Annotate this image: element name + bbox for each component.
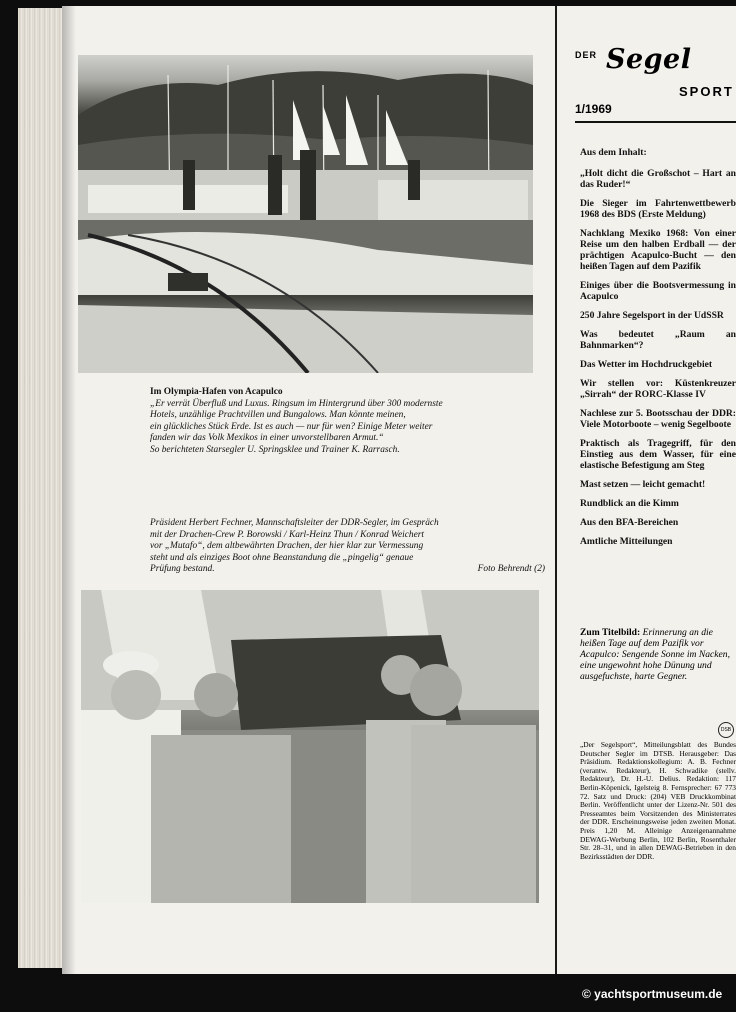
photo2-caption-line: steht und als einziges Boot ohne Beanstandung die „pingelig“ genaue	[150, 552, 414, 563]
harbour-photo-illustration	[78, 55, 533, 373]
toc-item: Was bedeutet „Raum an Bahnmarken“?	[580, 329, 736, 351]
photo2-caption-line: vor „Mutafo“, dem altbewährten Drachen, der hier klar zur Vermessung	[150, 541, 424, 551]
publisher-logo-icon: DSB	[718, 722, 734, 738]
watermark: © yachtsportmuseum.de	[582, 987, 723, 1001]
cover-label: Zum Titelbild:	[580, 627, 641, 638]
toc-item: Wir stellen vor: Küstenkreuzer „Sirrah“ der RORC-Klasse IV	[580, 378, 736, 400]
photo1-caption-line: Hotels, unzählige Prachtvillen und Bungalows. Man könnte meinen,	[150, 410, 406, 420]
toc-item: 250 Jahre Segelsport in der UdSSR	[580, 310, 724, 321]
toc-item: Einiges über die Bootsvermessung in Acapulco	[580, 280, 736, 302]
photo2-caption	[150, 518, 545, 576]
toc-item: Mast setzen — leicht gemacht!	[580, 479, 706, 490]
toc-item: Aus den BFA-Bereichen	[580, 517, 679, 528]
masthead-segel: Segel	[606, 44, 692, 75]
toc-item: Amtliche Mitteilungen	[580, 536, 673, 547]
toc-item: Rundblick an die Kimm	[580, 498, 679, 509]
magazine-masthead	[575, 44, 736, 118]
issue-number: 1/1969	[575, 102, 612, 116]
masthead-rule	[575, 121, 736, 123]
gutter-shadow	[62, 6, 76, 974]
table-of-contents	[580, 147, 736, 555]
column-divider	[555, 6, 557, 974]
photo-credit: Foto Behrendt (2)	[477, 564, 545, 574]
photo2-caption-line: Präsident Herbert Fechner, Mannschaftsleiter der DDR-Segler, im Gespräch	[150, 518, 439, 528]
photo2-caption-line: mit der Drachen-Crew P. Borowski / Karl-Heinz Thun / Konrad Weichert	[150, 529, 425, 540]
photo2-caption-last: Prüfung bestand.	[150, 564, 215, 574]
masthead-sport: SPORT	[679, 84, 734, 99]
toc-heading: Aus dem Inhalt:	[580, 147, 647, 158]
masthead-der: DER	[575, 50, 598, 60]
photo1-caption-line: ein glückliches Stück Erde. Ist es auch — nur für wen? Einige Meter weiter	[150, 421, 433, 432]
toc-item: „Holt dicht die Großschot – Hart an das Ruder!“	[580, 168, 736, 190]
imprint-text: „Der Segelsport“, Mitteilungsblatt des Bundes Deutscher Segler im DTSB. Herausgeber: Das Präsidium. Redaktionskollegium: A. B. Fechner (verantw. Redakteur), H. Schwadike (stellv. Redakteur), Dr. H.-U. Delius. Redaktion: 117 Berlin-Köpenick, Igelsteig 8. Fernsprecher: 67 773 72. Satz und Druck: (204) VEB Druckkombinat Berlin. Veröffentlicht unter der Lizenz-Nr. 501 des Presseamtes beim Vorsitzenden des Ministerrates der DDR. Erscheinungsweise jeden zweiten Monat. Preis 1,20 M. Alleinige Anzeigenannahme DEWAG-Werbung Berlin, 102 Berlin, Rosenthaler Str. 28–31, und in allen DEWAG-Betrieben in den Bezirksstädten der DDR.	[580, 740, 736, 861]
photo1-caption	[150, 387, 535, 456]
photo1-caption-line: „Er verrät Überfluß und Luxus. Ringsum im Hintergrund über 300 modernste	[150, 398, 443, 409]
crew-photo-illustration	[81, 590, 539, 903]
photo2-caption-line	[150, 564, 545, 576]
toc-item: Praktisch als Tragegriff, für den Einstieg aus dem Wasser, für eine elastische Befestigung am Steg	[580, 438, 736, 471]
photo-sailing-crew	[81, 590, 539, 903]
toc-item: Nachlese zur 5. Bootsschau der DDR: Viele Motorboote – wenig Segelboote	[580, 408, 736, 430]
cover-note	[580, 627, 736, 682]
photo-acapulco-harbour	[78, 55, 533, 373]
photo1-caption-line: So berichteten Starsegler U. Springsklee und Trainer K. Rarrasch.	[150, 444, 400, 455]
toc-item: Die Sieger im Fahrtenwettbewerb 1968 des BDS (Erste Meldung)	[580, 198, 736, 220]
cover-text: Erinnerung an die heißen Tage auf dem Pazifik vor Acapulco: Sengende Sonne im Nacken, eine ungewohnt hohe Dünung und ausgefuchste, harte Gegner.	[580, 627, 730, 682]
toc-item: Das Wetter im Hochdruckgebiet	[580, 359, 713, 370]
toc-item: Nachklang Mexiko 1968: Von einer Reise um den halben Erdball — der prächtigen Acapulco-Bucht — den heißen Tagen auf dem Pazifik	[580, 228, 736, 272]
photo1-caption-line: fanden wir das Volk Mexikos in einer unvorstellbaren Armut.“	[150, 433, 384, 443]
photo1-title: Im Olympia-Hafen von Acapulco	[150, 387, 283, 397]
